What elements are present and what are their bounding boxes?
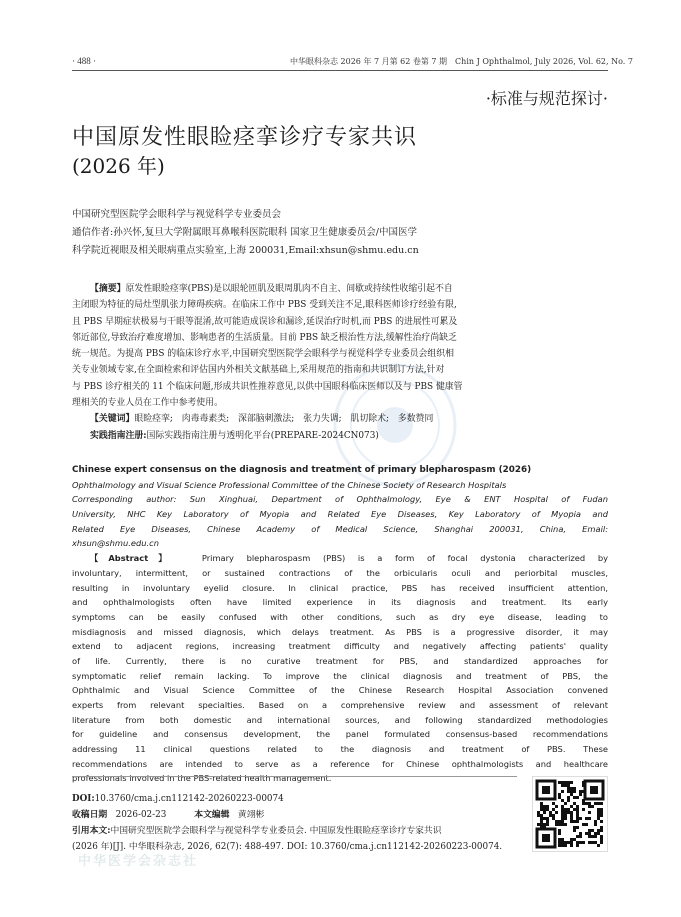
received-label: 收稿日期: [72, 810, 108, 820]
english-abstract-label: 【Abstract】: [90, 553, 177, 564]
citation-line: [72, 824, 442, 839]
corresponding-author-line-2: 科学院近视眼及相关眼病重点实验室,上海 200031,Email:xhsun@shmu.edu.cn: [72, 245, 419, 256]
english-affiliation-line: Corresponding author: Sun Xinghuai, Department of Ophthalmology, Eye & ENT Hospital of Fudan: [72, 494, 608, 505]
english-abstract-line: [72, 551, 608, 566]
abstract-line: 且 PBS 早期症状极易与干眼等混淆,故可能造成误诊和漏诊,延误治疗时机,而 PBS 的进展性可累及: [72, 316, 458, 327]
registration-label: 实践指南注册:: [90, 430, 147, 441]
keywords-line: [72, 411, 608, 427]
registration-line: [72, 428, 608, 444]
article-title-year: (2026 年): [72, 154, 165, 178]
chinese-abstract: [72, 281, 608, 444]
english-affiliation-line: xhsun@shmu.edu.cn: [72, 538, 159, 549]
english-abstract-line: extend to adjacent regions, increasing treatment difficulty and negatively affecting patients' quality: [72, 641, 608, 652]
editor-label: 本文编辑: [194, 810, 230, 820]
english-abstract-line: and ophthalmologists often have limited experience in its diagnosis and treatment. Its early: [72, 597, 608, 608]
abstract-line: 邻近部位,导致治疗难度增加、影响患者的生活质量。目前 PBS 缺乏根治性方法,缓解性治疗尚缺乏: [72, 332, 457, 343]
abstract-line: 关专业领域专家,在全面检索和评估国内外相关文献基础上,采用规范的指南和共识制订方法,针对: [72, 365, 445, 376]
english-title: Chinese expert consensus on the diagnosis and treatment of primary blepharospasm (2026): [72, 465, 532, 475]
keywords-text: 眼睑痉挛; 肉毒毒素类; 深部脑刺激法; 张力失调; 肌切除术; 多数赞同: [134, 414, 434, 425]
page-number: · 488 ·: [72, 56, 96, 66]
section-tag: ·标准与规范探讨·: [485, 89, 608, 108]
doi-label: DOI:: [72, 794, 95, 804]
received-date: 2026-02-23: [115, 810, 167, 820]
abstract-label: 【摘要】: [90, 284, 126, 294]
english-abstract-line: involuntary, intermittent, or sustained contractions of the orbicularis oculi and periorbital muscles,: [72, 567, 608, 578]
journal-running-header: 中华眼科杂志 2026 年 7 月第 62 卷第 7 期 Chin J Ophthalmol, July 2026, Vol. 62, No. 7: [290, 57, 633, 66]
english-abstract-line: literature from both domestic and international sources, and following standardized methodologies: [72, 714, 608, 725]
abstract-line: 与 PBS 诊疗相关的 11 个临床问题,形成共识性推荐意见,以供中国眼科临床医师以及与 PBS 健康管: [72, 381, 463, 392]
english-affiliation-line: Related Eye Diseases, Chinese Academy of Medical Science, Shanghai 200031, China, Email:: [72, 523, 608, 534]
keywords-label: 【关键词】: [90, 414, 135, 425]
citation-label: 引用本文:: [72, 826, 111, 836]
english-abstract-line: addressing 11 clinical questions related to the diagnosis and treatment of PBS. These: [72, 744, 608, 755]
abstract-line: [72, 281, 608, 297]
english-abstract-block: [72, 463, 608, 786]
abstract-line: 统一规范。为提高 PBS 的临床诊疗水平,中国研究型医院学会眼科学与视觉科学专业委员会组织相: [72, 349, 455, 360]
english-abstract-line: professionals involved in the PBS-related health management.: [72, 773, 332, 784]
received-line: [72, 808, 264, 823]
article-title: 中国原发性眼睑痉挛诊疗专家共识: [72, 125, 418, 150]
citation-line-2: (2026 年)[J]. 中华眼科杂志, 2026, 62(7): 488-497. DOI: 10.3760/cma.j.cn112142-20260223-00074.: [72, 842, 503, 852]
citation-text: 中国研究型医院学会眼科学与视觉科学专业委员会. 中国原发性眼睑痉挛诊疗专家共识: [110, 826, 442, 836]
english-abstract-line: resulting in involuntary eyelid closure. In clinical practice, PBS has received insufficient attention,: [72, 582, 608, 593]
english-abstract-line: symptoms can be easily confused with other conditions, such as dry eye disease, leading to: [72, 611, 608, 622]
abstract-text: 原发性眼睑痉挛(PBS)是以眼轮匝肌及眼周肌肉不自主、间歇或持续性收缩引起不自: [125, 284, 453, 294]
author-organization: 中国研究型医院学会眼科学与视觉科学专业委员会: [72, 209, 282, 220]
doi-link[interactable]: 10.3760/cma.j.cn112142-20260223-00074: [94, 794, 284, 804]
english-affiliation-line: University, NHC Key Laboratory of Myopia and Related Eye Diseases, Key Laboratory of Myopia and: [72, 509, 608, 520]
registration-text: 国际实践指南注册与透明化平台(PREPARE-2024CN073): [146, 430, 379, 441]
english-abstract-line: misdiagnosis and missed diagnosis, which delays treatment. As PBS is a progressive disorder, it may: [72, 626, 608, 637]
abstract-line: 理相关的专业人员在工作中参考使用。: [72, 398, 223, 409]
english-organization: Ophthalmology and Visual Science Professional Committee of the Chinese Society of Research Hospitals: [72, 479, 507, 490]
header-rule: [72, 70, 608, 71]
section-rule: [72, 776, 517, 777]
abstract-line: 主闭眼为特征的局灶型肌张力障碍疾病。在临床工作中 PBS 受到关注不足,眼科医师诊疗经验有限,: [72, 300, 457, 311]
corresponding-author-line-1: 通信作者:孙兴怀,复旦大学附属眼耳鼻喉科医院眼科 国家卫生健康委员会/中国医学: [72, 227, 417, 238]
english-abstract-text: Primary blepharospasm (PBS) is a form of focal dystonia characterized by: [201, 553, 608, 564]
english-abstract-line: of life. Currently, there is no curative treatment for PBS, and standardized approaches for: [72, 655, 608, 666]
publisher-watermark: 中华医学会杂志社: [78, 854, 199, 869]
english-abstract-line: symptomatic relief remain lacking. To improve the clinical diagnosis and treatment of PBS, the: [72, 670, 608, 681]
english-abstract-line: experts from relevant specialties. Based on a comprehensive review and assessment of relevant: [72, 700, 608, 710]
editor-name: 黄翊彬: [237, 810, 265, 820]
english-abstract-line: recommendations are intended to serve as a reference for Chinese ophthalmologists and healthcare: [72, 758, 608, 769]
english-abstract-line: for guideline and consensus development, the panel formulated consensus-based recommendations: [72, 729, 608, 740]
qr-code[interactable]: [532, 776, 608, 852]
doi-line: [72, 792, 284, 807]
english-abstract-line: Ophthalmic and Visual Science Committee of the Chinese Research Hospital Association convened: [72, 685, 608, 696]
